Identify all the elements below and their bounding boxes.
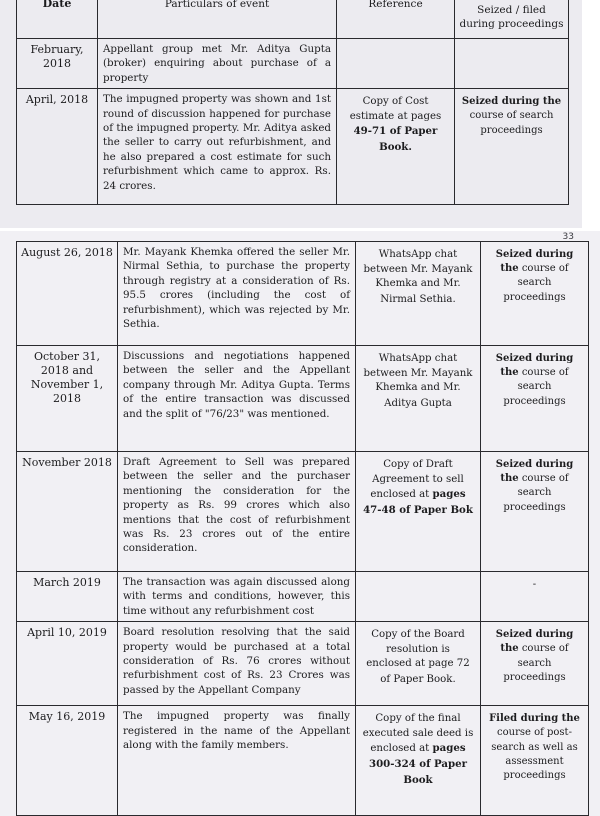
row-particulars: Appellant group met Mr. Aditya Gupta (broker) enquiring about purchase of a property [98,39,337,89]
row-date: April, 2018 [17,89,98,205]
header-reference: Reference [337,0,455,39]
table-row [17,452,589,572]
row-seized: Seized during the course of search proceedings [481,622,589,706]
row-particulars: Draft Agreement to Sell was prepared between the seller and the purchaser mentioning the consideration for the property as Rs. 99 crores which also mentions that the cost of refurbishment was Rs. 23 crores out of the entire consideration. [118,452,356,572]
header-particulars: Particulars of event [98,0,337,39]
table-row [17,39,569,89]
table-header-row [17,0,569,39]
row-seized [455,39,569,89]
row-particulars: The transaction was again discussed along with terms and conditions, however, this time without any refurbishment cost [118,572,356,622]
row-seized: Seized during the course of search proceedings [481,346,589,452]
row-reference: Copy of the Board resolution is enclosed at page 72 of Paper Book. [356,622,481,706]
row-seized: - [481,572,589,622]
table-row [17,572,589,622]
header-seized: Seized / filed during proceedings [455,0,569,39]
row-reference: Copy of the final executed sale deed is enclosed at pages 300-324 of Paper Book [356,706,481,816]
row-particulars: The impugned property was finally registered in the name of the Appellant along with the family members. [118,706,356,816]
row-date: February, 2018 [17,39,98,89]
row-reference: Copy of Draft Agreement to sell enclosed at pages 47-48 of Paper Bok [356,452,481,572]
row-seized: Filed during the course of post-search as well as assessment proceedings [481,706,589,816]
row-seized: Seized during the course of search proceedings [455,89,569,205]
row-date: November 2018 [17,452,118,572]
row-date: May 16, 2019 [17,706,118,816]
row-reference [356,572,481,622]
row-date: April 10, 2019 [17,622,118,706]
row-reference: WhatsApp chat between Mr. Mayank Khemka and Mr. Aditya Gupta [356,346,481,452]
page-fragment-top [0,0,582,228]
row-date: October 31, 2018 and November 1, 2018 [17,346,118,452]
row-seized: Seized during the course of search proceedings [481,452,589,572]
header-date: Date [17,0,98,39]
row-reference: Copy of Cost estimate at pages 49-71 of Paper Book. [337,89,455,205]
table-row [17,706,589,816]
row-date: August 26, 2018 [17,242,118,346]
page-number: 33 [562,232,574,242]
row-reference: WhatsApp chat between Mr. Mayank Khemka and Mr. Nirmal Sethia. [356,242,481,346]
row-particulars: Mr. Mayank Khemka offered the seller Mr. Nirmal Sethia, to purchase the property through registry at a consideration of Rs. 95.5 crores (including the cost of refurbishment), which was rejected by Mr. Sethia. [118,242,356,346]
table-row [17,242,589,346]
table-row [17,622,589,706]
events-table-bottom [16,241,589,816]
row-date: March 2019 [17,572,118,622]
table-row [17,89,569,205]
row-seized: Seized during the course of search proceedings [481,242,589,346]
row-particulars: The impugned property was shown and 1st round of discussion happened for purchase of the impugned property. Mr. Aditya asked the seller to carry out refurbishment, and he also prepared a cost estimate for such refurbishment which came to approx. Rs. 24 crores. [98,89,337,205]
page-fragment-bottom [0,231,600,816]
events-table-top [16,0,569,205]
row-reference [337,39,455,89]
row-particulars: Board resolution resolving that the said property would be purchased at a total consideration of Rs. 76 crores without refurbishment cost of Rs. 23 Crores was passed by the Appellant Company [118,622,356,706]
table-row [17,346,589,452]
row-particulars: Discussions and negotiations happened between the seller and the Appellant company through Mr. Aditya Gupta. Terms of the entire transaction was discussed and the split of "76/23" was mentioned. [118,346,356,452]
